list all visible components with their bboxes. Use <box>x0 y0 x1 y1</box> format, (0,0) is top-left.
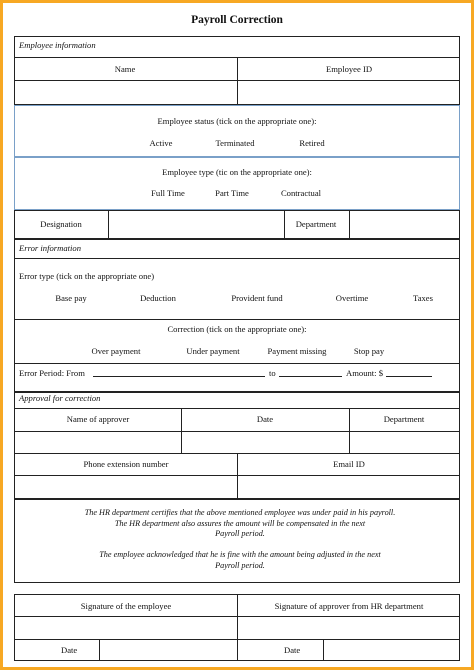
employee-date-label: Date <box>61 645 78 655</box>
error-option-overtime[interactable]: Overtime <box>335 293 369 303</box>
employee-type-label: Employee type (tic on the appropriate one): <box>162 167 312 177</box>
section-error-info: Error information <box>19 243 81 253</box>
approver-department-label: Department <box>383 414 425 424</box>
approver-date-field[interactable] <box>182 432 348 452</box>
error-option-deduction[interactable]: Deduction <box>140 293 176 303</box>
phone-extension-label: Phone extension number <box>83 459 169 469</box>
department-field[interactable] <box>350 211 459 238</box>
designation-field[interactable] <box>109 211 283 238</box>
amount-field[interactable] <box>386 368 432 377</box>
error-option-provident-fund[interactable]: Provident fund <box>231 293 283 303</box>
employee-signature-label: Signature of the employee <box>80 601 172 611</box>
divider <box>14 319 460 320</box>
approver-department-field[interactable] <box>350 432 459 452</box>
status-option-retired[interactable]: Retired <box>299 138 325 148</box>
name-label: Name <box>114 64 136 74</box>
type-option-full-time[interactable]: Full Time <box>151 188 185 198</box>
employee-type-box <box>14 157 460 210</box>
acknowledgement-paragraph <box>17 550 463 571</box>
correction-option-over-payment[interactable]: Over payment <box>91 346 141 356</box>
error-period-to-field[interactable] <box>279 368 342 377</box>
divider <box>284 210 285 239</box>
approver-name-label: Name of approver <box>66 414 130 424</box>
approver-date-sign-field[interactable] <box>324 640 459 660</box>
employee-date-field[interactable] <box>100 640 236 660</box>
employee-signature-field[interactable] <box>15 617 236 638</box>
approver-signature-label: Signature of approver from HR department <box>274 601 424 611</box>
designation-label: Designation <box>40 219 82 229</box>
phone-extension-field[interactable] <box>15 476 236 498</box>
error-period-from-field[interactable] <box>93 368 265 377</box>
error-period-to-label: to <box>269 368 276 378</box>
employee-status-box <box>14 105 460 157</box>
type-option-part-time[interactable]: Part Time <box>215 188 249 198</box>
error-option-base-pay[interactable]: Base pay <box>55 293 87 303</box>
type-option-contractual[interactable]: Contractual <box>280 188 322 198</box>
employee-status-label: Employee status (tick on the appropriate one): <box>157 116 317 126</box>
divider <box>14 363 460 364</box>
divider <box>14 408 460 409</box>
approver-date-sign-label: Date <box>284 645 301 655</box>
approver-date-label: Date <box>256 414 274 424</box>
error-type-label: Error type (tick on the appropriate one) <box>19 271 155 281</box>
correction-option-payment-missing[interactable]: Payment missing <box>267 346 327 356</box>
department-label: Department <box>295 219 337 229</box>
email-id-field[interactable] <box>238 476 459 498</box>
note-line: The HR department also assures the amount will be compensated in the next <box>114 518 366 528</box>
note-line: The HR department certifies that the above mentioned employee was under paid in his payroll. <box>84 508 396 517</box>
status-option-active[interactable]: Active <box>149 138 173 148</box>
error-option-taxes[interactable]: Taxes <box>413 293 433 303</box>
certification-paragraph <box>17 508 463 540</box>
note-line: The employee acknowledged that he is fine with the amount being adjusted in the next <box>99 550 381 559</box>
email-id-label: Email ID <box>333 459 365 469</box>
correction-option-stop-pay[interactable]: Stop pay <box>353 346 385 356</box>
correction-option-under-payment[interactable]: Under payment <box>186 346 240 356</box>
employee-id-label: Employee ID <box>325 64 373 74</box>
approver-name-field[interactable] <box>15 432 180 452</box>
note-line: Payroll period. <box>215 529 265 538</box>
form-page <box>3 3 471 667</box>
form-title: Payroll Correction <box>191 14 283 26</box>
correction-label: Correction (tick on the appropriate one): <box>167 324 307 334</box>
section-approval: Approval for correction <box>19 393 101 403</box>
name-field[interactable] <box>15 81 236 104</box>
status-option-terminated[interactable]: Terminated <box>215 138 255 148</box>
amount-label: Amount: $ <box>346 368 384 378</box>
approver-signature-field[interactable] <box>238 617 459 638</box>
divider <box>14 258 460 259</box>
error-period-from-label: Error Period: From <box>19 368 85 378</box>
employee-id-field[interactable] <box>238 81 459 104</box>
section-employee-info: Employee information <box>19 40 96 50</box>
note-line: Payroll period. <box>215 560 265 570</box>
